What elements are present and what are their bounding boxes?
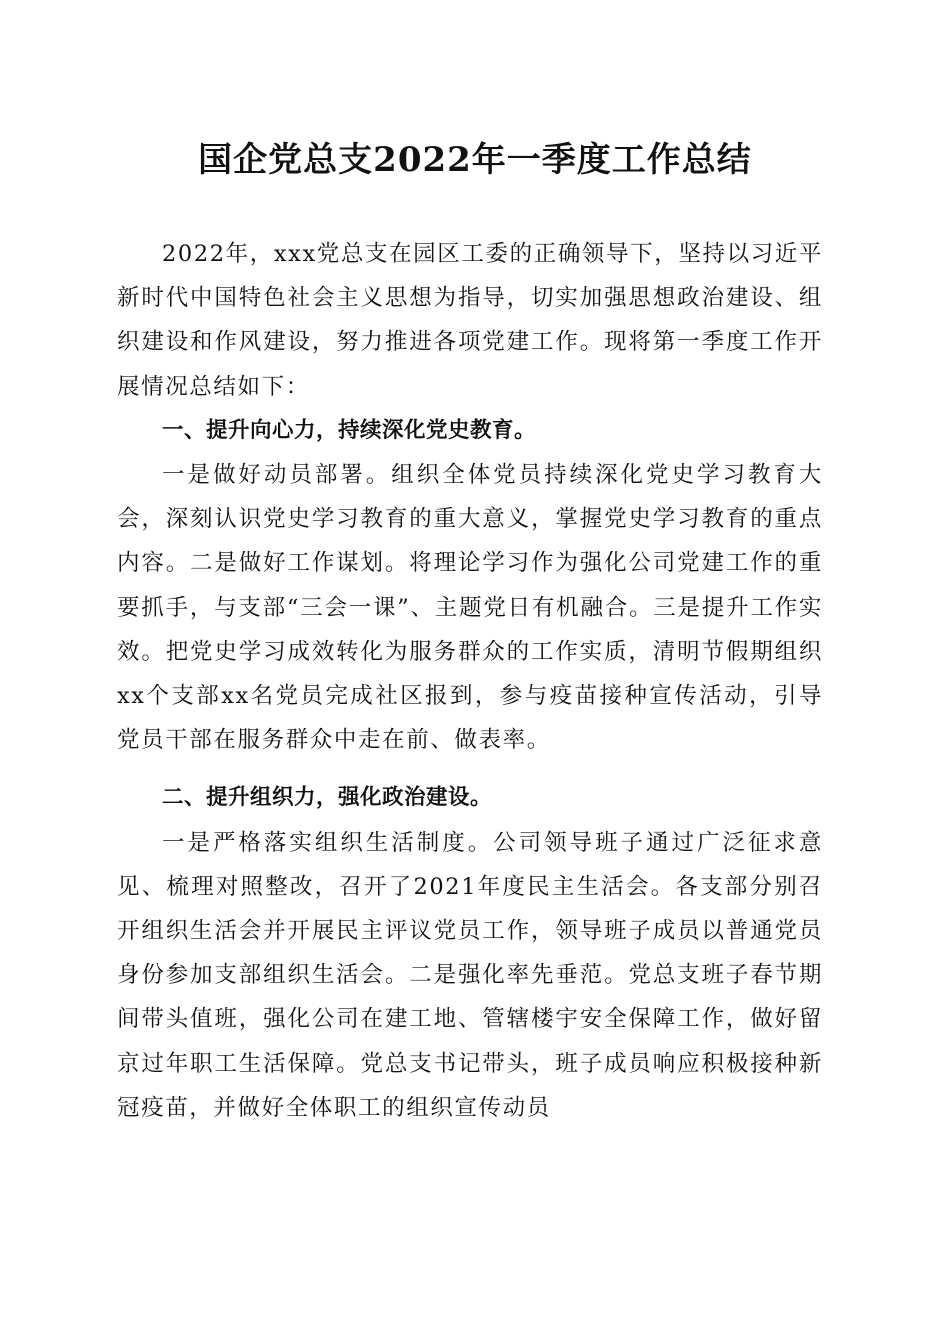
section-paragraph-2: 一是严格落实组织生活制度。公司领导班子通过广泛征求意见、梳理对照整改，召开了2021年度民主生活会。各支部分别召开组织生活会并开展民主评议党员工作，领导班子成员以普通党员身份参加支部组织生活会。二是强化率先垂范。党总支班子春节期间带头值班，强化公司在建工地、管辖楼宇安全保障工作，做好留京过年职工生活保障。党总支书记带头，班子成员响应积极接种新冠疫苗，并做好全体职工的组织宣传动员 bbox=[117, 829, 823, 1121]
document-title: 国企党总支2022年一季度工作总结 bbox=[198, 140, 752, 180]
intro-paragraph: 2022年，xxx党总支在园区工委的正确领导下，坚持以习近平新时代中国特色社会主义思想为指导，切实加强思想政治建设、组织建设和作风建设，努力推进各项党建工作。现将第一季度工作开展情况总结如下： bbox=[117, 241, 823, 400]
section-heading-1: 一、提升向心力，持续深化党史教育。 bbox=[162, 417, 537, 443]
section-heading-2: 二、提升组织力，强化政治建设。 bbox=[162, 785, 493, 811]
document-body bbox=[117, 232, 823, 1130]
section-paragraph-1: 一是做好动员部署。组织全体党员持续深化党史学习教育大会，深刻认识党史学习教育的重大意义，掌握党史学习教育的重点内容。二是做好工作谋划。将理论学习作为强化公司党建工作的重要抓手，与支部“三会一课”、主题党日有机融合。三是提升工作实效。把党史学习成效转化为服务群众的工作实质，清明节假期组织xx个支部xx名党员完成社区报到，参与疫苗接种宣传活动，引导党员干部在服务群众中走在前、做表率。 bbox=[117, 462, 823, 754]
